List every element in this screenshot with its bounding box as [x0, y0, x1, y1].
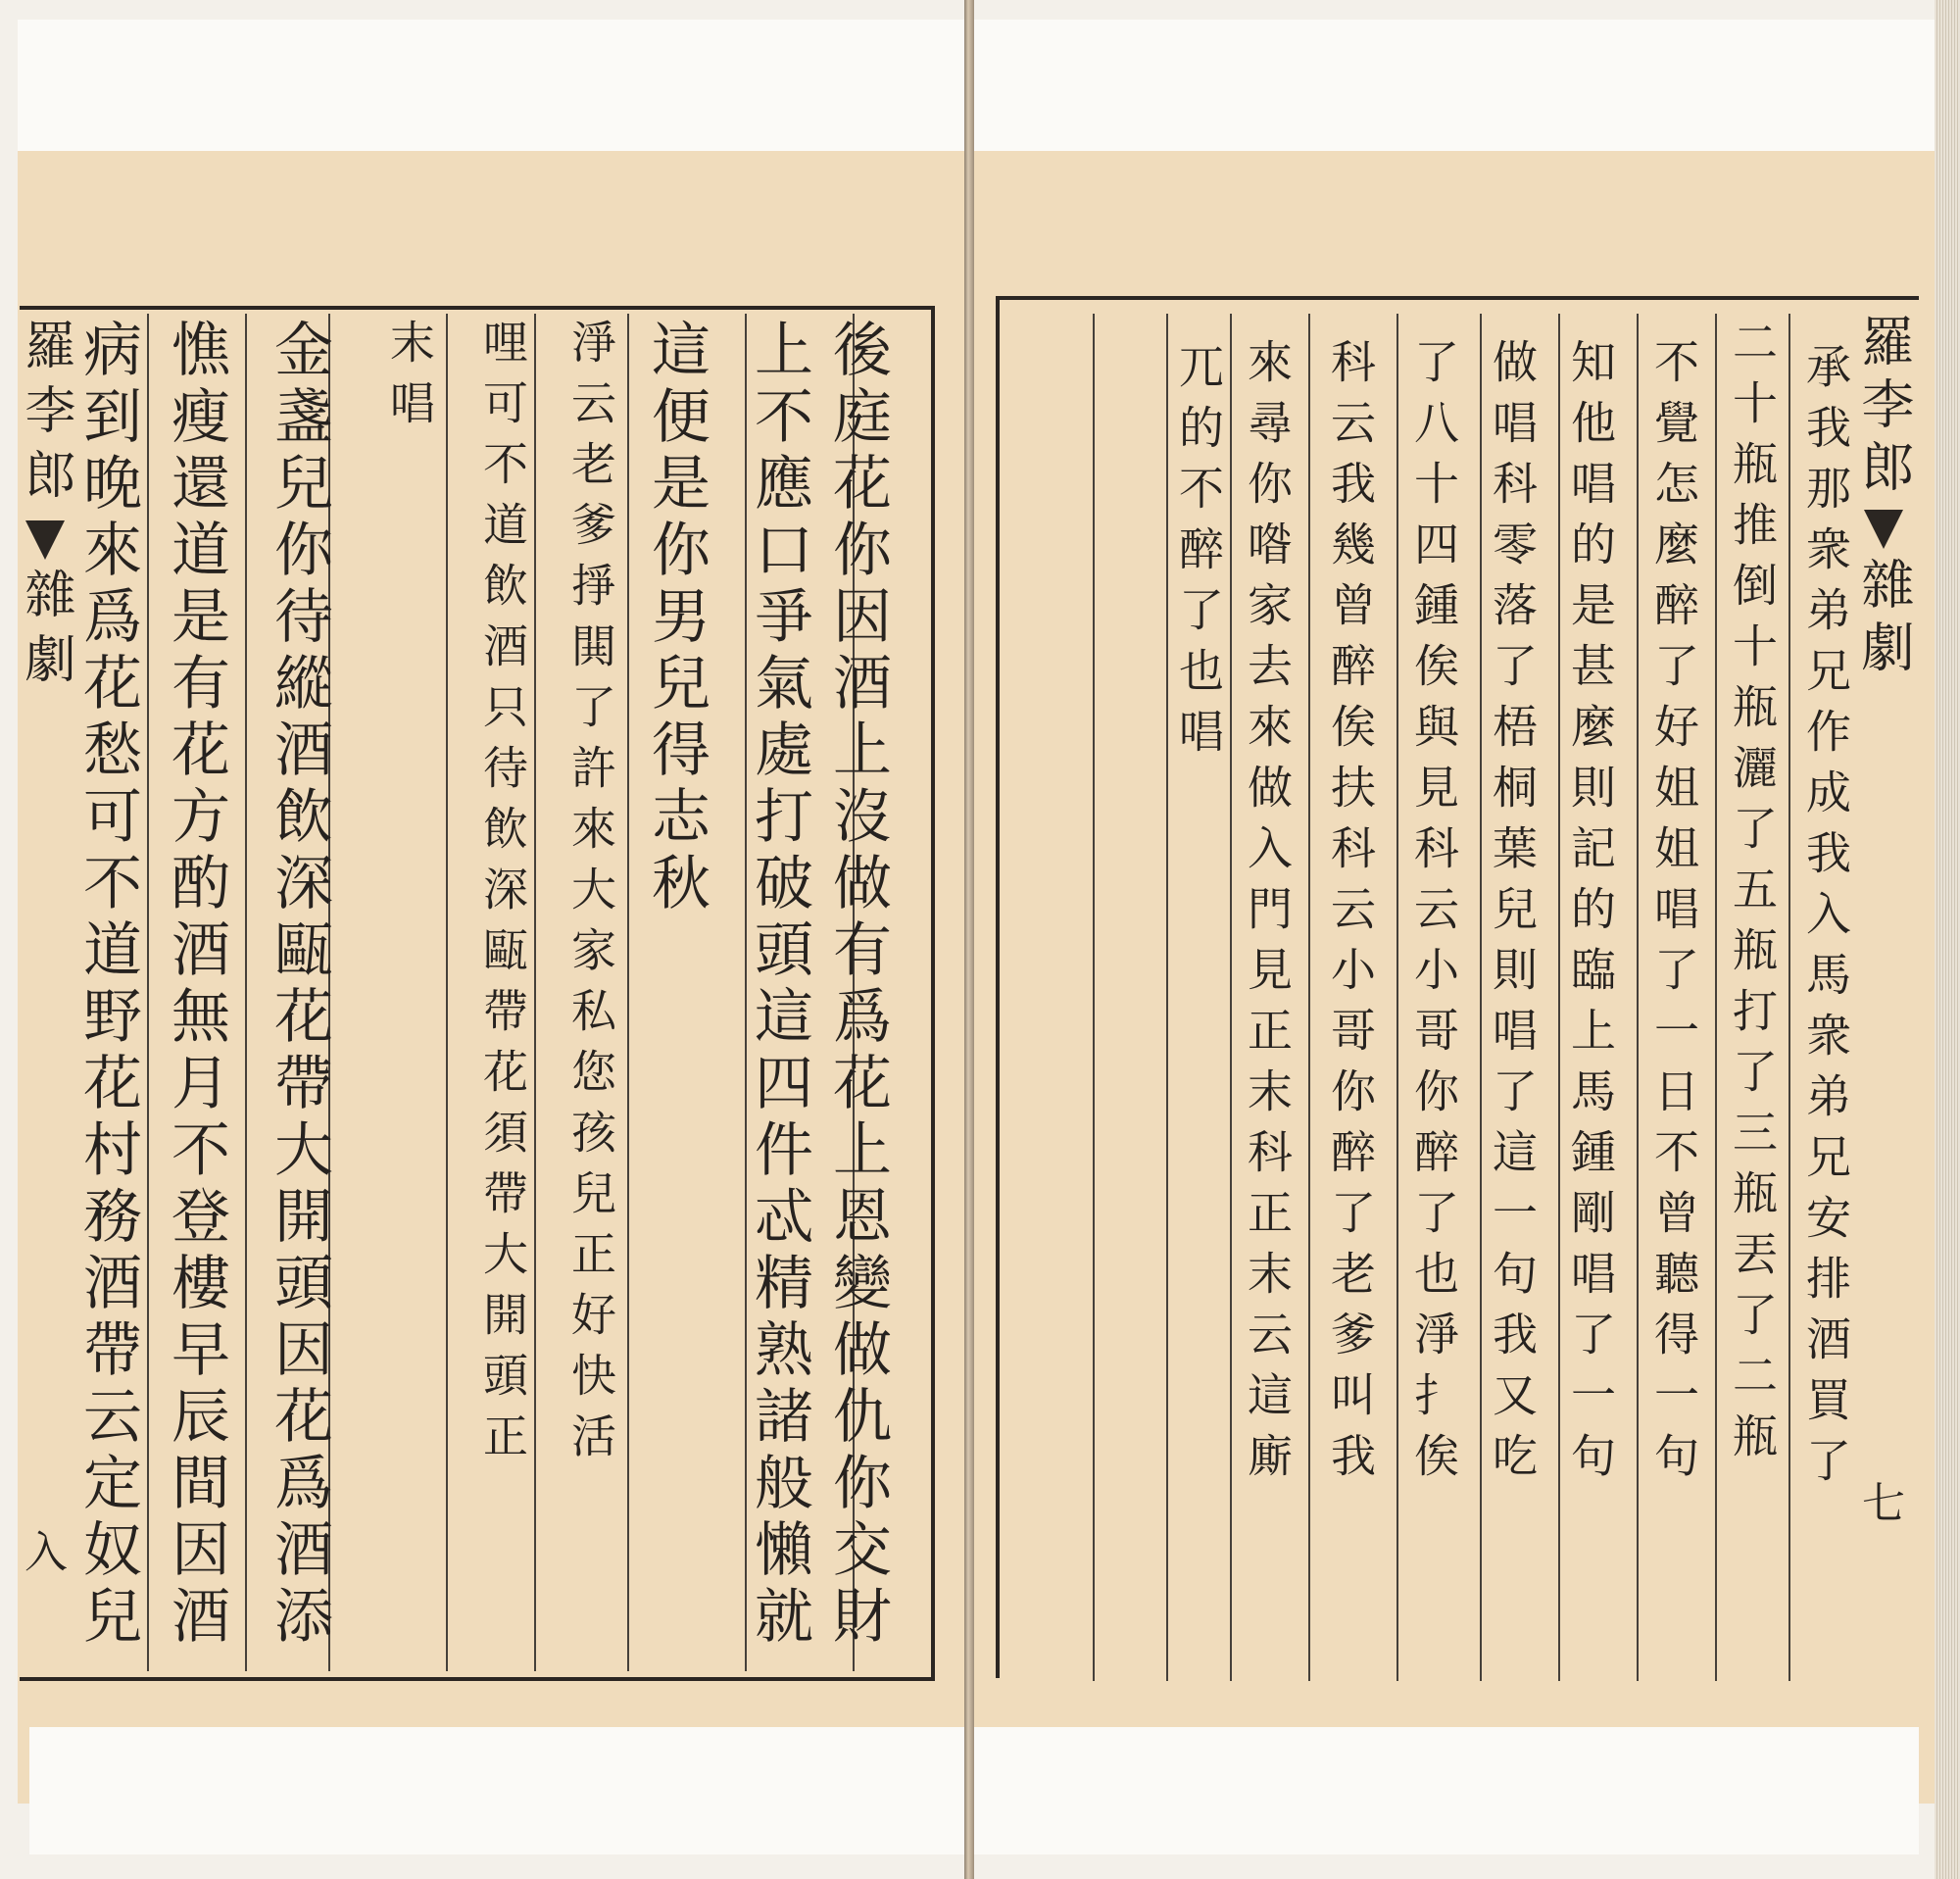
text-column: 兀的不醉了也唱: [1172, 343, 1225, 768]
text-column: 上不應口爭氣處打破頭這四件忒精熟諸般懶就: [745, 319, 813, 1652]
column-rule: [245, 314, 247, 1671]
column-rule: [1558, 314, 1560, 1681]
right-page-number: 七: [1854, 1480, 1904, 1531]
left-page-number: 入: [17, 1529, 67, 1580]
text-column: 承我那衆弟兄作成我入馬衆弟兄安排酒買了: [1799, 343, 1852, 1498]
column-rule: [1166, 314, 1168, 1681]
fish-tail-mark-icon: [1864, 510, 1903, 549]
text-column: 知他唱的是甚麼則記的臨上馬鍾剛唱了一句: [1564, 338, 1617, 1493]
flyleaf-top-left: [18, 20, 966, 151]
text-column: 憔瘦還道是有花方酌酒無月不登樓早辰間因酒: [162, 319, 230, 1652]
text-column: 病到晚來爲花愁可不道野花村務酒帶云定奴兒: [74, 319, 142, 1652]
text-column: 不覺怎麼醉了好姐姐唱了一日不曾聽得一句: [1647, 338, 1700, 1493]
book-gutter: [964, 0, 974, 1879]
text-column: 做唱科零落了梧桐葉兒則唱了這一句我又吃: [1486, 338, 1539, 1493]
column-rule: [1230, 314, 1232, 1681]
right-margin-title: 羅李郎雜劇: [1853, 314, 1915, 682]
column-rule: [1093, 314, 1095, 1681]
column-rule: [1715, 314, 1717, 1681]
flyleaf-top-right: [972, 20, 1936, 151]
column-rule: [1308, 314, 1310, 1681]
text-column: 了八十四鍾俟與見科云小哥你醉了也淨扌俟: [1407, 338, 1460, 1493]
page-edges: [1935, 0, 1960, 1879]
fish-tail-mark-icon: [25, 520, 65, 560]
column-rule: [1396, 314, 1398, 1681]
text-column: 後庭花你因酒上沒做有爲花上恩變做仇你交財: [823, 319, 892, 1652]
column-rule: [147, 314, 149, 1671]
column-rule: [1788, 314, 1790, 1681]
column-rule: [534, 314, 536, 1671]
right-page-border-lower: [996, 1149, 1000, 1678]
flyleaf-bottom-right: [972, 1727, 1919, 1854]
flyleaf-bottom-left: [29, 1727, 966, 1854]
left-margin-title: 羅李郎雜劇: [16, 319, 74, 697]
column-rule: [1637, 314, 1639, 1681]
text-column: 淨云老爹掙閧了許來大家私您孩兒正好快活: [564, 319, 617, 1473]
text-column: 科云我幾曾醉俟扶科云小哥你醉了老爹叫我: [1324, 338, 1377, 1493]
column-rule: [446, 314, 448, 1671]
text-column: 金盞兒你待縱酒飲深甌花帶大開頭因花爲酒添: [265, 319, 333, 1652]
text-column: 來尋你喒家去來做入門見正末科正末云這廝: [1241, 338, 1294, 1493]
text-column: 哩可不道飲酒只待飲深甌帶花須帶大開頭正: [476, 319, 529, 1473]
column-rule: [627, 314, 629, 1671]
text-column: 末唱: [383, 319, 436, 440]
column-rule: [1480, 314, 1482, 1681]
text-column: 二十瓶推倒十瓶灑了五瓶打了三瓶丟了二瓶: [1726, 319, 1779, 1473]
text-column: 這便是你男兒得志秋: [642, 319, 710, 918]
